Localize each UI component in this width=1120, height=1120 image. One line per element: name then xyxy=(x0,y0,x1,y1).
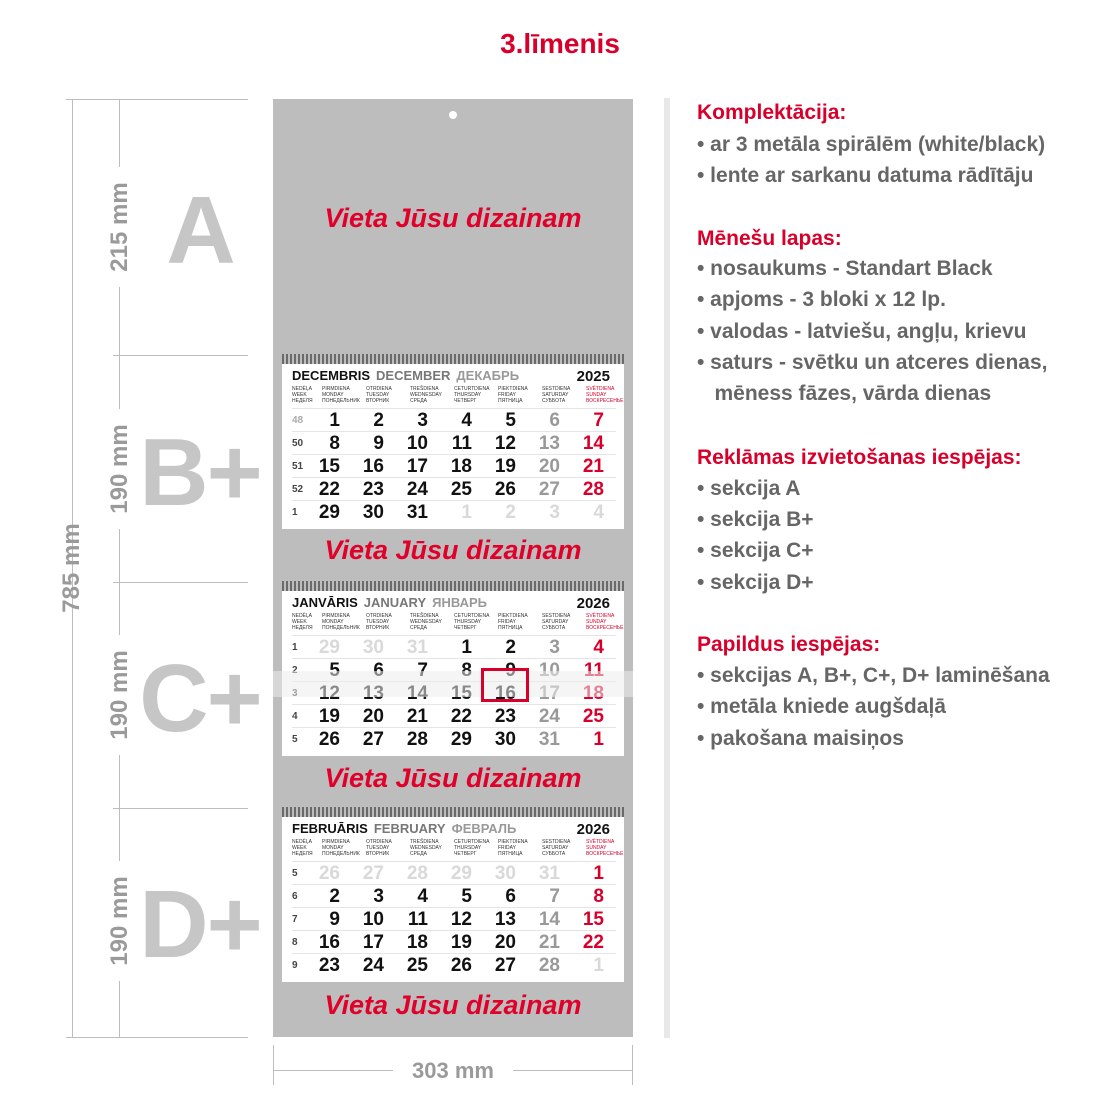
weekday-label xyxy=(322,839,367,857)
day-cell: 26 xyxy=(450,955,472,976)
weekday-label-line: TUESDAY xyxy=(366,392,390,398)
weekday-label-line: THURSDAY xyxy=(454,845,482,851)
weekday-label-line: WEDNESDAY xyxy=(410,392,442,398)
weekday-label-line: ПЯТНИЦА xyxy=(498,851,523,857)
weekday-label xyxy=(322,386,367,404)
week-row xyxy=(292,500,616,524)
weekday-header xyxy=(292,386,624,408)
day-cell: 3 xyxy=(549,502,560,523)
weekday-label-line: SATURDAY xyxy=(542,845,569,851)
weekday-label-line: FRIDAY xyxy=(498,619,516,625)
day-cell: 21 xyxy=(538,932,560,953)
menesu-heading: Mēnešu lapas: xyxy=(697,227,842,250)
weekday-label-line: PIRMDIENA xyxy=(322,386,350,392)
weekday-label xyxy=(586,386,631,404)
week-number: 4 xyxy=(292,711,298,722)
month-name-ru: ФЕВРАЛЬ xyxy=(451,821,517,836)
weekday-label-line: FRIDAY xyxy=(498,845,516,851)
weekday-label xyxy=(498,613,543,631)
weekday-label-line: WEDNESDAY xyxy=(410,619,442,625)
weekday-label-line: СУББОТА xyxy=(542,625,566,631)
week-number: 5 xyxy=(292,734,298,745)
weekday-label-line: THURSDAY xyxy=(454,619,482,625)
day-cell: 3 xyxy=(549,637,560,658)
day-cell: 7 xyxy=(549,886,560,907)
weekday-label-line: TREŠDIENA xyxy=(410,386,439,392)
day-cell: 21 xyxy=(406,706,428,727)
day-cell: 2 xyxy=(505,502,516,523)
day-cell: 25 xyxy=(406,955,428,976)
reklamas-item: • sekcija A xyxy=(697,477,801,500)
spiral-2 xyxy=(282,581,624,591)
weekday-label-line: MONDAY xyxy=(322,392,344,398)
week-row xyxy=(292,953,616,977)
weekday-label-line: ЧЕТВЕРГ xyxy=(454,625,477,631)
menesu-item: • nosaukums - Standart Black xyxy=(697,257,993,280)
day-cell: 20 xyxy=(494,932,516,953)
day-cell: 21 xyxy=(582,456,604,477)
day-cell: 7 xyxy=(593,410,604,431)
weekday-label-line: FRIDAY xyxy=(498,392,516,398)
day-cell: 19 xyxy=(494,456,516,477)
day-cell: 24 xyxy=(362,955,384,976)
weekday-label-line: SVĒTDIENA xyxy=(586,839,615,845)
week-number: 7 xyxy=(292,914,298,925)
month-name-en: DECEMBER xyxy=(376,368,451,383)
spiral-3 xyxy=(282,807,624,817)
weekday-label-line: СРЕДА xyxy=(410,398,428,404)
day-cell: 17 xyxy=(406,456,428,477)
week-row xyxy=(292,907,616,931)
ad-text-b: Vieta Jūsu dizainam xyxy=(324,535,582,565)
weekday-label-line: СУББОТА xyxy=(542,851,566,857)
day-cell: 26 xyxy=(494,479,516,500)
month-name-en: FEBRUARY xyxy=(373,821,446,836)
calendar-sheet-december xyxy=(282,364,624,529)
day-cell: 24 xyxy=(538,706,560,727)
day-cell: 29 xyxy=(450,863,472,884)
day-cell: 3 xyxy=(417,410,428,431)
week-row xyxy=(292,454,616,478)
day-cell: 4 xyxy=(593,637,604,658)
weekday-label-line: ПЯТНИЦА xyxy=(498,398,523,404)
weekday-label xyxy=(410,839,455,857)
total-height-label: 785 mm xyxy=(58,523,85,613)
komplektacija-item: • lente ar sarkanu datuma rādītāju xyxy=(697,164,1034,187)
month-year: 2025 xyxy=(576,368,610,385)
week-number: 5 xyxy=(292,868,298,879)
menesu-item: • saturs - svētku un atceres dienas, xyxy=(697,351,1048,374)
papildus-item: • pakošana maisiņos xyxy=(697,727,904,750)
week-number: 51 xyxy=(292,461,304,472)
day-cell: 25 xyxy=(450,479,472,500)
weekday-label xyxy=(366,839,411,857)
weekday-label-line: SATURDAY xyxy=(542,619,569,625)
day-cell: 30 xyxy=(494,863,516,884)
weekday-label-line: PIEKTDIENA xyxy=(498,613,528,619)
reklamas-item: • sekcija D+ xyxy=(697,571,814,594)
weekday-label-line: SVĒTDIENA xyxy=(586,386,615,392)
day-cell: 15 xyxy=(318,456,340,477)
day-cell: 6 xyxy=(549,410,560,431)
weekday-label xyxy=(410,613,455,631)
weekday-label-line: CETURTDIENA xyxy=(454,839,490,845)
day-cell: 31 xyxy=(406,502,428,523)
weekday-label-line: TREŠDIENA xyxy=(410,613,439,619)
day-cell: 1 xyxy=(461,637,472,658)
weekday-label xyxy=(454,839,499,857)
red-date-marker xyxy=(481,668,529,702)
month-name-lv: DECEMBRIS xyxy=(292,368,371,383)
week-row xyxy=(292,727,616,751)
weekday-label-line: ВТОРНИК xyxy=(366,398,390,404)
day-cell: 27 xyxy=(494,955,516,976)
section-b-letter: B+ xyxy=(139,419,261,526)
menesu-item: • apjoms - 3 bloki x 12 lp. xyxy=(697,288,946,311)
weekday-label-line: TUESDAY xyxy=(366,619,390,625)
weekday-label-line: PIEKTDIENA xyxy=(498,386,528,392)
weekday-label-line: SUNDAY xyxy=(586,845,607,851)
week-number: 8 xyxy=(292,937,298,948)
month-header xyxy=(292,821,616,839)
day-cell: 28 xyxy=(406,863,428,884)
day-cell: 18 xyxy=(406,932,428,953)
day-cell: 16 xyxy=(318,932,340,953)
weekday-label-line: WEDNESDAY xyxy=(410,845,442,851)
papildus-item: • sekcijas A, B+, C+, D+ laminēšana xyxy=(697,664,1050,687)
weekday-label-line: SESTDIENA xyxy=(542,613,571,619)
weekday-label-line: OTRDIENA xyxy=(366,613,392,619)
day-cell: 6 xyxy=(505,886,516,907)
section-d-letter: D+ xyxy=(139,871,261,978)
ad-text-a: Vieta Jūsu dizainam xyxy=(324,203,582,233)
week-number: 48 xyxy=(292,415,304,426)
weekday-label-line: PIRMDIENA xyxy=(322,839,350,845)
day-cell: 16 xyxy=(362,456,384,477)
papildus-heading: Papildus iespējas: xyxy=(697,633,881,656)
day-cell: 4 xyxy=(461,410,472,431)
weekday-label xyxy=(498,386,543,404)
weekday-label-line: SUNDAY xyxy=(586,619,607,625)
weekday-label-line: ВТОРНИК xyxy=(366,625,390,631)
weekday-label-line: OTRDIENA xyxy=(366,386,392,392)
day-cell: 30 xyxy=(494,729,516,750)
day-cell: 13 xyxy=(494,909,516,930)
weekday-label-line: ВТОРНИК xyxy=(366,851,390,857)
week-number: 50 xyxy=(292,438,304,449)
weekday-label-line: MONDAY xyxy=(322,619,344,625)
weekday-label-line: PIEKTDIENA xyxy=(498,839,528,845)
weekday-label xyxy=(454,613,499,631)
weekday-label xyxy=(366,613,411,631)
week-row xyxy=(292,930,616,954)
weekday-label-line: NEDĒĻA xyxy=(292,839,313,845)
weekday-label xyxy=(410,386,455,404)
day-cell: 5 xyxy=(461,886,472,907)
komplektacija-item: • ar 3 metāla spirālēm (white/black) xyxy=(697,133,1046,156)
section-d-height: 190 mm xyxy=(106,861,134,981)
day-cell: 12 xyxy=(450,909,472,930)
ad-text-d: Vieta Jūsu dizainam xyxy=(324,990,582,1020)
month-name-lv: FEBRUĀRIS xyxy=(292,821,368,836)
weekday-label-line: SVĒTDIENA xyxy=(586,613,615,619)
weekday-label-line: ПОНЕДЕЛЬНИК xyxy=(322,625,360,631)
day-cell: 10 xyxy=(406,433,428,454)
month-name-lv: JANVĀRIS xyxy=(292,595,358,610)
weekday-label xyxy=(498,839,543,857)
reklamas-heading: Reklāmas izvietošanas iespējas: xyxy=(697,446,1022,469)
day-cell: 2 xyxy=(373,410,384,431)
week-row xyxy=(292,861,616,885)
day-cell: 19 xyxy=(450,932,472,953)
day-cell: 10 xyxy=(362,909,384,930)
week-row xyxy=(292,884,616,908)
day-cell: 3 xyxy=(373,886,384,907)
weekday-label-line: TREŠDIENA xyxy=(410,839,439,845)
weekday-label-line: СРЕДА xyxy=(410,851,428,857)
week-number: 6 xyxy=(292,891,298,902)
week-number: 1 xyxy=(292,507,298,518)
day-cell: 14 xyxy=(582,433,604,454)
page-title: 3.līmenis xyxy=(500,28,620,59)
day-cell: 18 xyxy=(450,456,472,477)
day-cell: 31 xyxy=(538,729,560,750)
day-cell: 27 xyxy=(362,863,384,884)
month-header xyxy=(292,368,616,386)
month-year: 2026 xyxy=(576,595,610,612)
weekday-label-line: THURSDAY xyxy=(454,392,482,398)
day-cell: 28 xyxy=(538,955,560,976)
month-name-en: JANUARY xyxy=(363,595,427,610)
day-cell: 26 xyxy=(318,729,340,750)
weekday-header xyxy=(292,839,624,861)
day-cell: 26 xyxy=(318,863,340,884)
weekday-label-line: ПЯТНИЦА xyxy=(498,625,523,631)
weekday-label-line: ВОСКРЕСЕНЬЕ xyxy=(586,398,624,404)
day-cell: 17 xyxy=(362,932,384,953)
month-year: 2026 xyxy=(576,821,610,838)
menesu-item: mēness fāzes, vārda dienas xyxy=(697,382,992,405)
week-number: 9 xyxy=(292,960,298,971)
day-cell: 30 xyxy=(362,502,384,523)
day-cell: 9 xyxy=(373,433,384,454)
day-cell: 9 xyxy=(329,909,340,930)
weekday-label-line: WEEK xyxy=(292,845,307,851)
weekday-label-line: WEEK xyxy=(292,392,307,398)
weekday-label xyxy=(542,613,587,631)
day-cell: 1 xyxy=(329,410,340,431)
weekday-label-line: СРЕДА xyxy=(410,625,428,631)
day-cell: 31 xyxy=(406,637,428,658)
day-cell: 2 xyxy=(505,637,516,658)
day-cell: 27 xyxy=(362,729,384,750)
rivet-hole xyxy=(449,111,457,119)
weekday-label-line: MONDAY xyxy=(322,845,344,851)
day-cell: 27 xyxy=(538,479,560,500)
weekday-label-line: SUNDAY xyxy=(586,392,607,398)
weekday-label-line: ПОНЕДЕЛЬНИК xyxy=(322,398,360,404)
day-cell: 1 xyxy=(593,955,604,976)
weekday-label-line: ПОНЕДЕЛЬНИК xyxy=(322,851,360,857)
day-cell: 14 xyxy=(538,909,560,930)
day-cell: 29 xyxy=(318,637,340,658)
reklamas-item: • sekcija B+ xyxy=(697,508,814,531)
day-cell: 23 xyxy=(362,479,384,500)
day-cell: 20 xyxy=(538,456,560,477)
weekday-label-line: WEEK xyxy=(292,619,307,625)
month-name-ru: ДЕКАБРЬ xyxy=(456,368,520,383)
week-row xyxy=(292,408,616,432)
day-cell: 28 xyxy=(406,729,428,750)
weekday-label-line: SATURDAY xyxy=(542,392,569,398)
day-cell: 12 xyxy=(494,433,516,454)
weekday-label-line: ВОСКРЕСЕНЬЕ xyxy=(586,625,624,631)
week-row xyxy=(292,431,616,455)
weekday-label xyxy=(586,613,631,631)
weekday-label xyxy=(366,386,411,404)
weekday-label-line: NEDĒĻA xyxy=(292,386,313,392)
month-name-ru: ЯНВАРЬ xyxy=(432,595,487,610)
day-cell: 28 xyxy=(582,479,604,500)
komplektacija-heading: Komplektācija: xyxy=(697,101,847,124)
width-label: 303 mm xyxy=(393,1058,513,1084)
day-cell: 15 xyxy=(582,909,604,930)
section-c-height: 190 mm xyxy=(106,635,134,755)
weekday-header xyxy=(292,613,624,635)
day-cell: 8 xyxy=(329,433,340,454)
day-cell: 22 xyxy=(582,932,604,953)
weekday-label-line: OTRDIENA xyxy=(366,839,392,845)
weekday-label xyxy=(542,839,587,857)
weekday-label-line: ЧЕТВЕРГ xyxy=(454,851,477,857)
weekday-label-line: НЕДЕЛЯ xyxy=(292,398,313,404)
ad-text-c: Vieta Jūsu dizainam xyxy=(324,763,582,793)
week-row xyxy=(292,635,616,659)
reklamas-item: • sekcija C+ xyxy=(697,539,814,562)
menesu-item: • valodas - latviešu, angļu, krievu xyxy=(697,320,1027,343)
day-cell: 30 xyxy=(362,637,384,658)
weekday-label-line: ЧЕТВЕРГ xyxy=(454,398,477,404)
week-number: 52 xyxy=(292,484,304,495)
week-number: 1 xyxy=(292,642,298,653)
day-cell: 2 xyxy=(329,886,340,907)
section-c-letter: C+ xyxy=(139,645,261,752)
date-indicator-ribbon xyxy=(273,671,633,697)
weekday-label-line: СУББОТА xyxy=(542,398,566,404)
weekday-label-line: НЕДЕЛЯ xyxy=(292,851,313,857)
week-row xyxy=(292,704,616,728)
day-cell: 13 xyxy=(538,433,560,454)
weekday-label xyxy=(586,839,631,857)
weekday-label xyxy=(322,613,367,631)
day-cell: 19 xyxy=(318,706,340,727)
day-cell: 11 xyxy=(407,909,428,930)
week-row xyxy=(292,477,616,501)
day-cell: 1 xyxy=(593,729,604,750)
day-cell: 25 xyxy=(582,706,604,727)
day-cell: 29 xyxy=(450,729,472,750)
day-cell: 4 xyxy=(593,502,604,523)
day-cell: 22 xyxy=(318,479,340,500)
weekday-label-line: CETURTDIENA xyxy=(454,613,490,619)
day-cell: 23 xyxy=(318,955,340,976)
day-cell: 20 xyxy=(362,706,384,727)
weekday-label-line: SESTDIENA xyxy=(542,839,571,845)
section-a-letter: A xyxy=(166,177,234,284)
day-cell: 23 xyxy=(494,706,516,727)
papildus-item: • metāla kniede augšdaļā xyxy=(697,695,946,718)
weekday-label-line: PIRMDIENA xyxy=(322,613,350,619)
day-cell: 24 xyxy=(406,479,428,500)
day-cell: 29 xyxy=(318,502,340,523)
day-cell: 4 xyxy=(417,886,428,907)
day-cell: 31 xyxy=(538,863,560,884)
separator xyxy=(664,98,670,1038)
day-cell: 1 xyxy=(461,502,472,523)
section-b-height: 190 mm xyxy=(106,409,134,529)
weekday-label-line: НЕДЕЛЯ xyxy=(292,625,313,631)
weekday-label-line: CETURTDIENA xyxy=(454,386,490,392)
calendar-sheet-february xyxy=(282,817,624,982)
day-cell: 22 xyxy=(450,706,472,727)
day-cell: 8 xyxy=(593,886,604,907)
weekday-label-line: ВОСКРЕСЕНЬЕ xyxy=(586,851,624,857)
weekday-label xyxy=(542,386,587,404)
day-cell: 1 xyxy=(593,863,604,884)
weekday-label-line: TUESDAY xyxy=(366,845,390,851)
weekday-label xyxy=(454,386,499,404)
day-cell: 11 xyxy=(451,433,472,454)
spiral-1 xyxy=(282,354,624,364)
weekday-label-line: NEDĒĻA xyxy=(292,613,313,619)
day-cell: 5 xyxy=(505,410,516,431)
weekday-label-line: SESTDIENA xyxy=(542,386,571,392)
month-header xyxy=(292,595,616,613)
section-a-height: 215 mm xyxy=(106,167,134,287)
